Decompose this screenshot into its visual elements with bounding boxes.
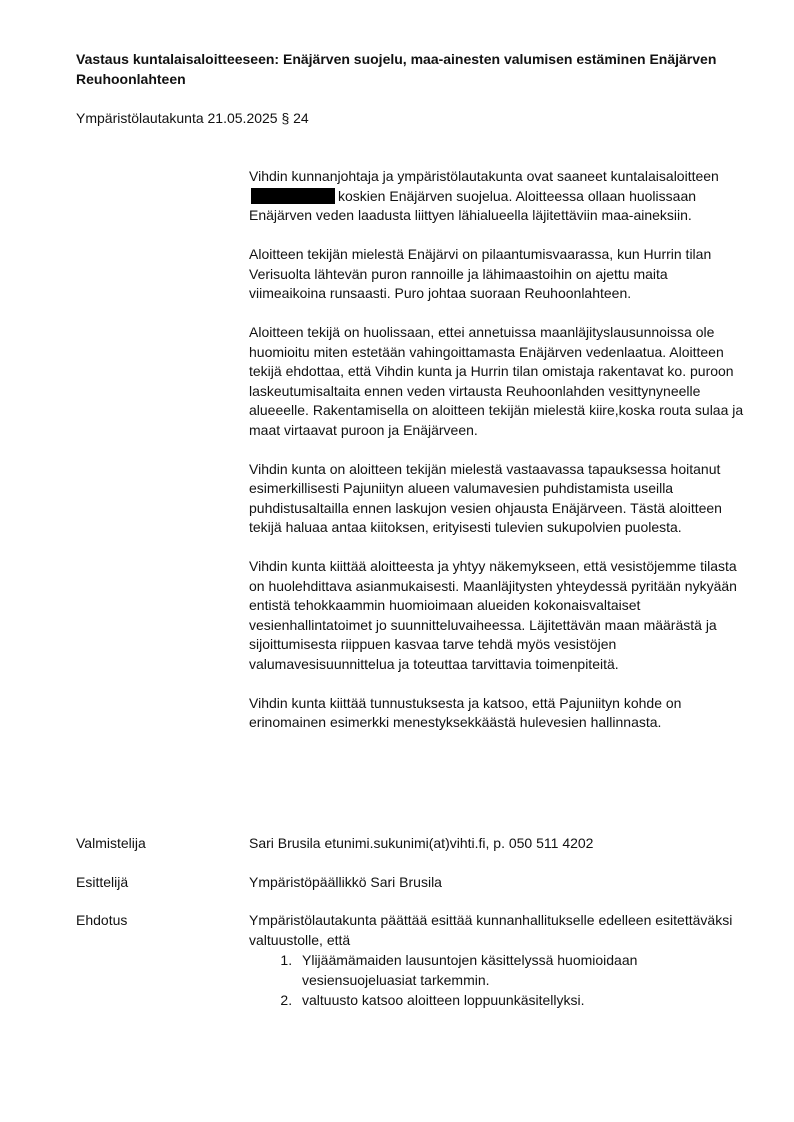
paragraph-risk: Aloitteen tekijän mielestä Enäjärvi on pilaantumisvaarassa, kun Hurrin tilan Verisuolta lähtevän puron rannoille ja lähimaastoihin on ajettu maita viimeaikoina runsaasti. Puro johtaa suoraan Reuhoonlahteen.: [249, 246, 712, 301]
presenter-value: Ympäristöpäällikkö Sari Brusila: [249, 874, 442, 890]
paragraph-response: Vihdin kunta kiittää aloitteesta ja yhtyy näkemykseen, että vesistöjemme tilasta on huolehdittava asianmukaisesti. Maanläjitysten yhteydessä pyritään nykyään entistä tehokkaammin huomioimaan alueiden kokonaisvaltaiset vesienhallintatoimet jo suunnitteluvaiheessa. Läjitettävän maan määrästä ja sijoittumisesta riippuen kasvaa tarve tehdä myös vesistöjen valumavesisuunnittelua ja toteuttaa tarvittavia toimenpiteitä.: [249, 558, 737, 672]
paragraph-initiative: [249, 167, 744, 226]
paragraph-initiative-start: Vihdin kunnanjohtaja ja ympäristölautakunta ovat saaneet kuntalaisaloitteen: [249, 168, 719, 184]
paragraph-thanks: Vihdin kunta kiittää tunnustuksesta ja katsoo, että Pajuniityn kohde on erinomainen esimerkki menestyksekkäästä hulevesien hallinnasta.: [249, 694, 682, 730]
proposal-list: [249, 950, 749, 1010]
preparer-label: Valmistelija: [76, 835, 146, 851]
document-body: [249, 167, 744, 752]
paragraph-praise: Vihdin kunta on aloitteen tekijän mielestä vastaavassa tapauksessa hoitanut esimerkillisesti Pajuniityn alueen valumavesien puhdistamista useilla puhdistusaltailla ennen laskujon vesien ohjausta Enäjärveen. Tästä aloitteen tekijä haluaa antaa kiitoksen, erityisesti tulevien sukupolvien puolesta.: [249, 460, 722, 535]
meeting-reference: Ympäristölautakunta 21.05.2025 § 24: [76, 110, 309, 126]
document-title: Vastaus kuntalaisaloitteeseen: Enäjärven suojelu, maa-ainesten valumisen estäminen Enäjärven Reuhoonlahteen: [76, 51, 717, 87]
proposal-item: 2. valtuusto katsoo aloitteen loppuunkäsitellyksi.: [296, 990, 749, 1010]
proposal-label: Ehdotus: [76, 912, 128, 928]
proposal-item: 1. Ylijäämämaiden lausuntojen käsittelyssä huomioidaan vesiensuojeluasiat tarkemmin.: [296, 950, 749, 990]
proposal-content: [249, 910, 749, 1010]
paragraph-initiative-end: koskien Enäjärven suojelua. Aloitteessa ollaan huolissaan Enäjärven veden laadusta liittyen lähialueella läjitettäviin maa-aineksiin.: [249, 187, 697, 223]
presenter-label: Esittelijä: [76, 874, 129, 890]
proposal-intro: Ympäristölautakunta päättää esittää kunnanhallitukselle edelleen esitettäväksi valtuustolle, että: [249, 912, 733, 948]
paragraph-concern: Aloitteen tekijä on huolissaan, ettei annetuissa maanläjityslausunnoissa ole huomioitu miten estetään vahingoittamasta Enäjärven vedenlaatua. Aloitteen tekijä ehdottaa, että Vihdin kunta ja Hurrin tilan omistaja rakentavat ko. puroon laskeutumisaltaita ennen veden virtausta Reuhoonlahden vesittynyneelle alueeelle. Rakentamisella on aloitteen tekijän mielestä kiire,koska routa sulaa ja maat virtaavat puroon ja Enäjärveen.: [249, 324, 744, 438]
redaction-box: [251, 188, 335, 204]
preparer-value: Sari Brusila etunimi.sukunimi(at)vihti.fi, p. 050 511 4202: [249, 835, 594, 851]
